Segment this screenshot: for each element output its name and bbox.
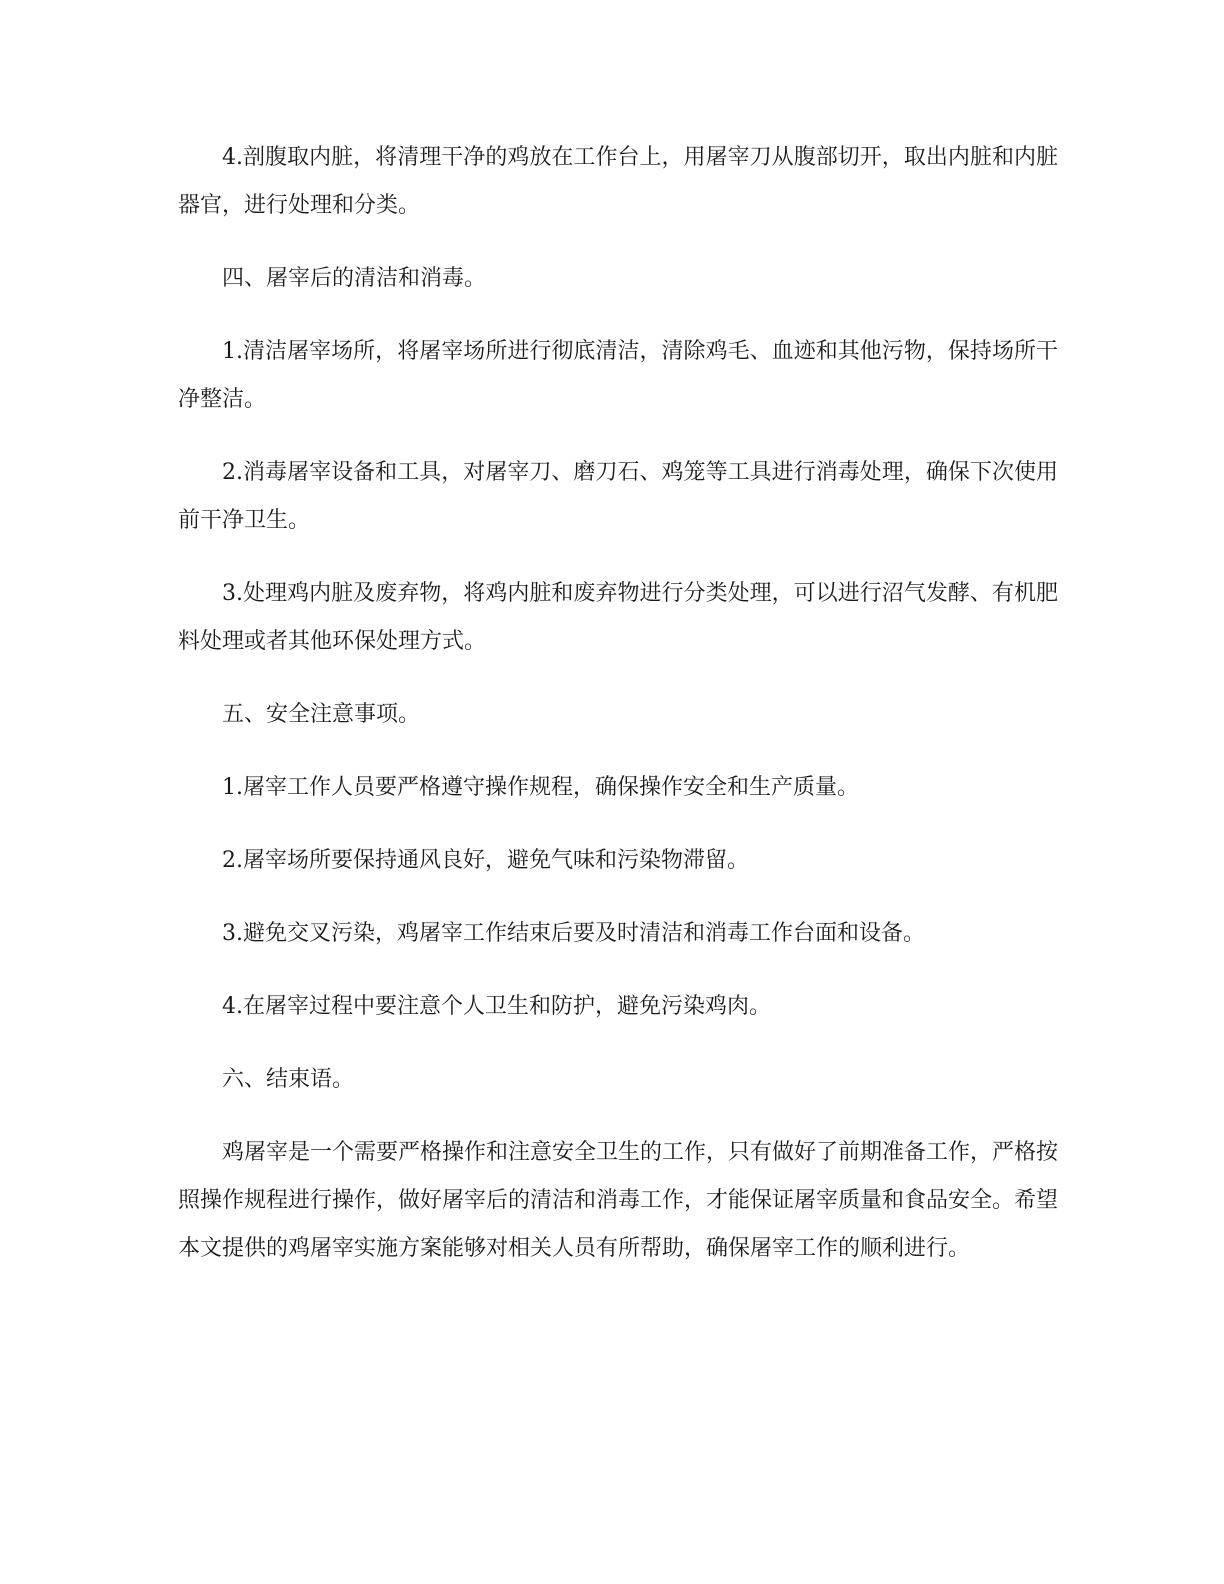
paragraph-safety-2: 2.屠宰场所要保持通风良好，避免气味和污染物滞留。 <box>222 848 749 873</box>
paragraph-safety-3: 3.避免交叉污染，鸡屠宰工作结束后要及时清洁和消毒工作台面和设备。 <box>222 921 925 946</box>
section-heading-safety: 五、安全注意事项。 <box>222 702 421 727</box>
paragraph-safety-1: 1.屠宰工作人员要严格遵守操作规程，确保操作安全和生产质量。 <box>222 775 859 800</box>
document-body <box>178 134 1058 1298</box>
paragraph-disinfect-tools: 2.消毒屠宰设备和工具，对屠宰刀、磨刀石、鸡笼等工具进行消毒处理，确保下次使用前干净卫生。 <box>178 460 1058 533</box>
section-heading-conclusion: 六、结束语。 <box>222 1067 355 1092</box>
paragraph-step-4-evisceration: 4.剖腹取内脏，将清理干净的鸡放在工作台上，用屠宰刀从腹部切开，取出内脏和内脏器官，进行处理和分类。 <box>178 145 1058 218</box>
paragraph-clean-site: 1.清洁屠宰场所，将屠宰场所进行彻底清洁，清除鸡毛、血迹和其他污物，保持场所干净整洁。 <box>178 339 1058 412</box>
paragraph-conclusion: 鸡屠宰是一个需要严格操作和注意安全卫生的工作，只有做好了前期准备工作，严格按照操作规程进行操作，做好屠宰后的清洁和消毒工作，才能保证屠宰质量和食品安全。希望本文提供的鸡屠宰实施方案能够对相关人员有所帮助，确保屠宰工作的顺利进行。 <box>178 1140 1059 1261</box>
paragraph-safety-4: 4.在屠宰过程中要注意个人卫生和防护，避免污染鸡肉。 <box>222 994 771 1019</box>
paragraph-waste-handling: 3.处理鸡内脏及废弃物，将鸡内脏和废弃物进行分类处理，可以进行沼气发酵、有机肥料处理或者其他环保处理方式。 <box>178 581 1058 654</box>
section-heading-cleaning: 四、屠宰后的清洁和消毒。 <box>222 266 487 291</box>
